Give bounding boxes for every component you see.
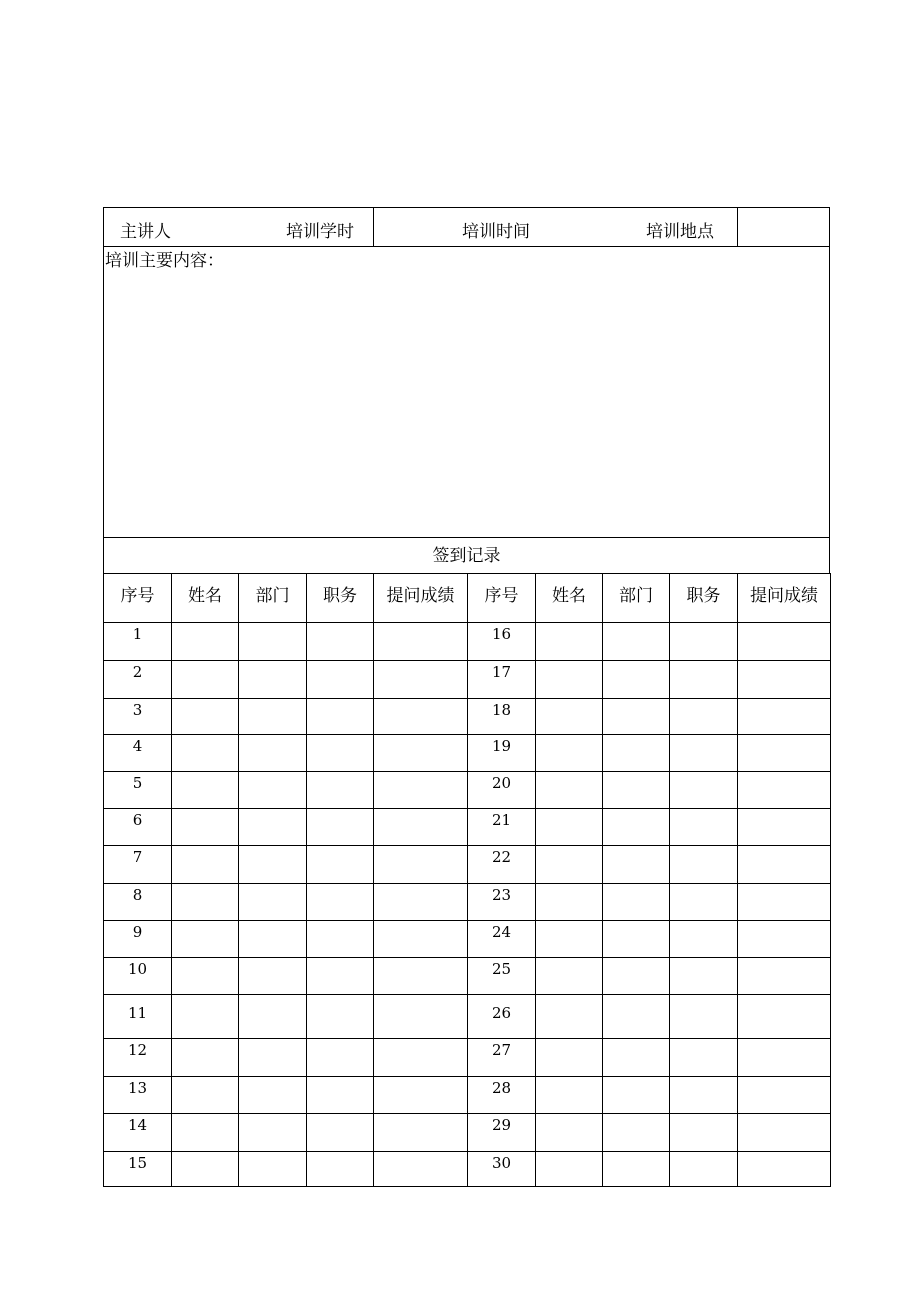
column-header-department: 部门 (239, 574, 307, 623)
row-number: 19 (468, 735, 536, 772)
cell-name[interactable] (536, 1077, 603, 1114)
cell-position[interactable] (670, 1152, 738, 1187)
cell-department[interactable] (239, 846, 307, 884)
cell-question-score[interactable] (738, 809, 831, 846)
column-header-department: 部门 (603, 574, 670, 623)
cell-question-score[interactable] (374, 884, 468, 921)
cell-department[interactable] (239, 1077, 307, 1114)
column-header-seq: 序号 (104, 574, 172, 623)
location-value-field[interactable] (738, 208, 830, 245)
cell-name[interactable] (172, 846, 239, 884)
cell-department[interactable] (603, 846, 670, 884)
cell-department[interactable] (603, 1077, 670, 1114)
cell-position[interactable] (307, 958, 374, 995)
cell-position[interactable] (670, 1114, 738, 1152)
cell-question-score[interactable] (738, 958, 831, 995)
cell-department[interactable] (603, 1152, 670, 1187)
row-number: 30 (468, 1152, 536, 1187)
row-number: 3 (104, 699, 172, 735)
cell-name[interactable] (536, 623, 603, 661)
cell-department[interactable] (239, 623, 307, 661)
form-header-row (103, 207, 830, 246)
signin-table (103, 573, 831, 1187)
cell-question-score[interactable] (374, 1077, 468, 1114)
column-header-name: 姓名 (536, 574, 603, 623)
row-number: 10 (104, 958, 172, 995)
cell-name[interactable] (172, 921, 239, 958)
row-number: 15 (104, 1152, 172, 1187)
cell-name[interactable] (536, 884, 603, 921)
cell-question-score[interactable] (738, 921, 831, 958)
row-number: 23 (468, 884, 536, 921)
column-header-seq: 序号 (468, 574, 536, 623)
cell-position[interactable] (670, 884, 738, 921)
cell-question-score[interactable] (738, 699, 831, 735)
cell-question-score[interactable] (374, 1039, 468, 1077)
cell-name[interactable] (536, 995, 603, 1039)
cell-position[interactable] (670, 995, 738, 1039)
cell-department[interactable] (603, 661, 670, 699)
table-row (104, 958, 831, 995)
cell-name[interactable] (172, 1114, 239, 1152)
row-number: 16 (468, 623, 536, 661)
cell-position[interactable] (307, 699, 374, 735)
cell-question-score[interactable] (738, 1077, 831, 1114)
cell-department[interactable] (239, 921, 307, 958)
cell-department[interactable] (239, 772, 307, 809)
cell-question-score[interactable] (738, 846, 831, 884)
cell-position[interactable] (670, 846, 738, 884)
cell-question-score[interactable] (738, 1152, 831, 1187)
cell-department[interactable] (603, 735, 670, 772)
cell-name[interactable] (536, 661, 603, 699)
training-location-label: 培训地点 (646, 222, 714, 242)
presenter-label: 主讲人 (120, 222, 171, 242)
cell-department[interactable] (603, 921, 670, 958)
cell-position[interactable] (670, 661, 738, 699)
header-divider (373, 208, 374, 246)
cell-name[interactable] (536, 1039, 603, 1077)
cell-name[interactable] (172, 661, 239, 699)
cell-position[interactable] (670, 772, 738, 809)
cell-department[interactable] (603, 1039, 670, 1077)
table-row (104, 1152, 831, 1187)
cell-department[interactable] (603, 809, 670, 846)
cell-name[interactable] (172, 1039, 239, 1077)
signin-record-title: 签到记录 (103, 537, 830, 573)
cell-name[interactable] (536, 921, 603, 958)
cell-question-score[interactable] (374, 699, 468, 735)
training-time-label: 培训时间 (462, 222, 530, 242)
row-number: 29 (468, 1114, 536, 1152)
cell-question-score[interactable] (374, 846, 468, 884)
cell-position[interactable] (307, 995, 374, 1039)
cell-position[interactable] (307, 884, 374, 921)
cell-position[interactable] (670, 1039, 738, 1077)
cell-position[interactable] (307, 846, 374, 884)
cell-question-score[interactable] (738, 661, 831, 699)
cell-question-score[interactable] (738, 1114, 831, 1152)
cell-position[interactable] (307, 772, 374, 809)
table-row (104, 1114, 831, 1152)
cell-position[interactable] (307, 735, 374, 772)
cell-position[interactable] (307, 623, 374, 661)
row-number: 8 (104, 884, 172, 921)
row-number: 24 (468, 921, 536, 958)
cell-position[interactable] (307, 1077, 374, 1114)
table-row (104, 809, 831, 846)
cell-department[interactable] (239, 1039, 307, 1077)
table-row (104, 921, 831, 958)
row-number: 4 (104, 735, 172, 772)
table-row (104, 735, 831, 772)
cell-question-score[interactable] (374, 1114, 468, 1152)
cell-department[interactable] (239, 735, 307, 772)
training-hours-label: 培训学时 (286, 222, 354, 242)
cell-question-score[interactable] (738, 735, 831, 772)
cell-question-score[interactable] (374, 958, 468, 995)
training-record-form (103, 207, 830, 1187)
row-number: 11 (104, 995, 172, 1039)
row-number: 28 (468, 1077, 536, 1114)
cell-department[interactable] (603, 1114, 670, 1152)
cell-name[interactable] (536, 846, 603, 884)
cell-position[interactable] (670, 623, 738, 661)
cell-position[interactable] (307, 661, 374, 699)
cell-name[interactable] (172, 735, 239, 772)
row-number: 9 (104, 921, 172, 958)
cell-position[interactable] (670, 1077, 738, 1114)
cell-name[interactable] (172, 995, 239, 1039)
row-number: 18 (468, 699, 536, 735)
cell-question-score[interactable] (738, 995, 831, 1039)
cell-department[interactable] (239, 699, 307, 735)
row-number: 26 (468, 995, 536, 1039)
cell-department[interactable] (239, 884, 307, 921)
cell-department[interactable] (603, 995, 670, 1039)
cell-name[interactable] (536, 809, 603, 846)
cell-name[interactable] (172, 772, 239, 809)
row-number: 14 (104, 1114, 172, 1152)
cell-name[interactable] (172, 809, 239, 846)
cell-question-score[interactable] (374, 809, 468, 846)
cell-department[interactable] (239, 995, 307, 1039)
cell-department[interactable] (239, 809, 307, 846)
column-header-question-score: 提问成绩 (374, 574, 468, 623)
row-number: 2 (104, 661, 172, 699)
cell-question-score[interactable] (374, 661, 468, 699)
cell-name[interactable] (536, 735, 603, 772)
cell-department[interactable] (239, 1152, 307, 1187)
cell-department[interactable] (603, 772, 670, 809)
training-content-area[interactable] (103, 246, 830, 537)
column-header-name: 姓名 (172, 574, 239, 623)
cell-question-score[interactable] (374, 921, 468, 958)
cell-position[interactable] (670, 921, 738, 958)
table-row (104, 623, 831, 661)
cell-department[interactable] (603, 884, 670, 921)
table-row (104, 846, 831, 884)
table-row (104, 661, 831, 699)
cell-name[interactable] (172, 623, 239, 661)
cell-department[interactable] (603, 699, 670, 735)
column-header-position: 职务 (307, 574, 374, 623)
column-header-position: 职务 (670, 574, 738, 623)
cell-name[interactable] (536, 699, 603, 735)
cell-name[interactable] (536, 772, 603, 809)
cell-question-score[interactable] (374, 623, 468, 661)
signin-header-row (104, 574, 831, 623)
cell-name[interactable] (536, 958, 603, 995)
cell-question-score[interactable] (738, 884, 831, 921)
row-number: 25 (468, 958, 536, 995)
row-number: 7 (104, 846, 172, 884)
cell-name[interactable] (172, 1152, 239, 1187)
cell-position[interactable] (307, 1039, 374, 1077)
cell-name[interactable] (536, 1152, 603, 1187)
cell-position[interactable] (670, 958, 738, 995)
row-number: 1 (104, 623, 172, 661)
table-row (104, 884, 831, 921)
cell-department[interactable] (239, 1114, 307, 1152)
cell-name[interactable] (536, 1114, 603, 1152)
table-row (104, 1039, 831, 1077)
cell-question-score[interactable] (374, 995, 468, 1039)
cell-department[interactable] (603, 623, 670, 661)
cell-name[interactable] (172, 958, 239, 995)
cell-position[interactable] (307, 1114, 374, 1152)
cell-name[interactable] (172, 1077, 239, 1114)
row-number: 6 (104, 809, 172, 846)
row-number: 27 (468, 1039, 536, 1077)
cell-question-score[interactable] (738, 623, 831, 661)
cell-department[interactable] (603, 958, 670, 995)
cell-question-score[interactable] (738, 1039, 831, 1077)
row-number: 20 (468, 772, 536, 809)
row-number: 12 (104, 1039, 172, 1077)
cell-question-score[interactable] (374, 735, 468, 772)
cell-position[interactable] (307, 921, 374, 958)
training-content-label: 培训主要内容： (105, 251, 224, 271)
cell-department[interactable] (239, 958, 307, 995)
cell-name[interactable] (172, 699, 239, 735)
cell-name[interactable] (172, 884, 239, 921)
table-row (104, 699, 831, 735)
cell-question-score[interactable] (374, 772, 468, 809)
table-row (104, 772, 831, 809)
cell-position[interactable] (670, 699, 738, 735)
cell-question-score[interactable] (374, 1152, 468, 1187)
row-number: 17 (468, 661, 536, 699)
column-header-question-score: 提问成绩 (738, 574, 831, 623)
table-row (104, 995, 831, 1039)
cell-position[interactable] (670, 809, 738, 846)
row-number: 22 (468, 846, 536, 884)
cell-position[interactable] (670, 735, 738, 772)
cell-question-score[interactable] (738, 772, 831, 809)
cell-position[interactable] (307, 809, 374, 846)
cell-department[interactable] (239, 661, 307, 699)
table-row (104, 1077, 831, 1114)
row-number: 5 (104, 772, 172, 809)
row-number: 13 (104, 1077, 172, 1114)
row-number: 21 (468, 809, 536, 846)
cell-position[interactable] (307, 1152, 374, 1187)
